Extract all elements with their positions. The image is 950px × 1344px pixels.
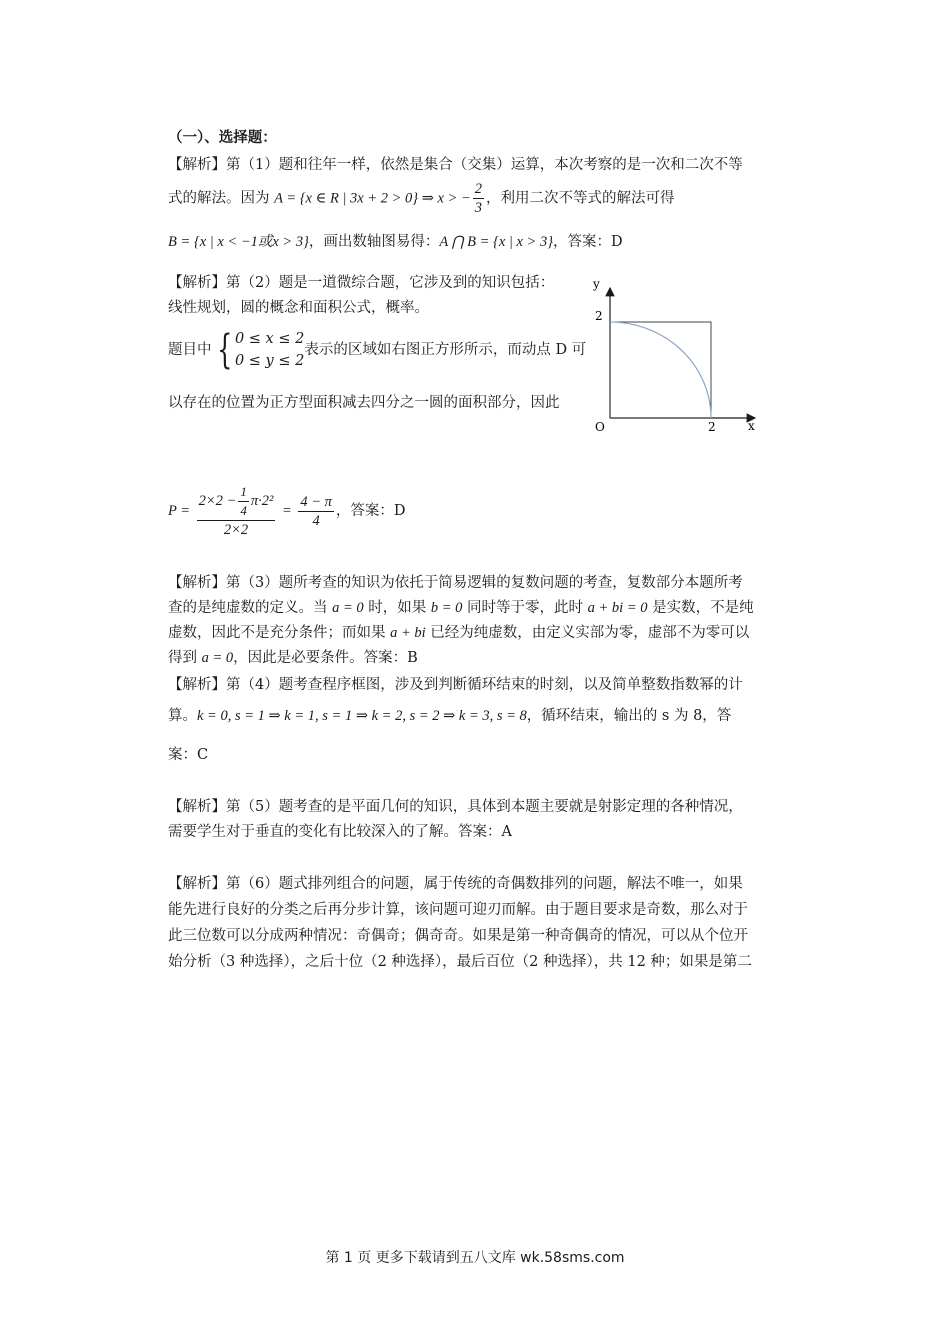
q2-inequality-system [212, 328, 305, 372]
origin-label: O [595, 420, 605, 434]
q1-fraction [473, 180, 484, 217]
q3-line-3 [168, 623, 749, 643]
q6-line-4: 始分析（3 种选择），之后十位（2 种选择），最后百位（2 种选择），共 12 种；如果是第二 [168, 954, 752, 970]
q1-frac-den: 3 [474, 200, 483, 216]
prob-denominator: 2×2 [223, 522, 249, 538]
square-quarter-circle-diagram [585, 278, 765, 438]
quarter-circle-arc [610, 322, 711, 418]
q1-line-2 [168, 180, 675, 217]
q1-frac-num: 2 [474, 181, 483, 197]
q5-line-1: 【解析】第（5）题考查的是平面几何的知识，具体到本题主要就是射影定理的各种情况， [168, 799, 743, 815]
q1-line-3 [168, 232, 623, 252]
q1-text-b: ，利用二次不等式的解法可得 [486, 190, 675, 207]
q6-line-3: 此三位数可以分成两种情况：奇偶奇；偶奇奇。如果是第一种奇偶奇的情况，可以从个位开 [168, 928, 748, 944]
q2-ineq-2: 0 ≤ y ≤ 2 [234, 353, 305, 369]
q5-line-2: 需要学生对于垂直的变化有比较深入的了解。答案：A [168, 824, 512, 840]
q2-text: 题目中 [168, 342, 212, 358]
q3-text-c: 同时等于零，此时 [462, 600, 588, 616]
q1-answer: ，答案：D [553, 234, 623, 250]
q1-text-c: ，画出数轴图易得： [308, 234, 440, 250]
q2-line-4: 以存在的位置为正方型面积减去四分之一圆的面积部分，因此 [168, 395, 560, 411]
q2-probability-formula [168, 483, 406, 539]
q2-line-3 [168, 328, 586, 372]
q2-line-1: 【解析】第（2）题是一道微综合题，它涉及到的知识包括： [168, 275, 555, 291]
q3-math-5: a = 0 [201, 650, 234, 666]
square-region [610, 322, 711, 418]
q6-line-2: 能先进行良好的分类之后再分步计算，该问题可迎刃而解。由于题目要求是奇数，那么对于 [168, 902, 748, 918]
section-title: （一）、选择题： [168, 129, 277, 146]
prob-num-a: 2×2 − [198, 492, 237, 509]
q4-loop-trace: k = 0, s = 1 ⇒ k = 1, s = 1 ⇒ k = 2, s = 2 ⇒ k = 3, s = 8 [197, 708, 527, 724]
prob-num-b: π·2² [250, 492, 274, 509]
x-tick-label: 2 [708, 420, 716, 434]
q2-answer: ，答案：D [335, 503, 406, 519]
q3-math-2: b = 0 [430, 600, 463, 616]
q3-text-d: 是实数，不是纯 [647, 600, 754, 616]
q2-line-2: 线性规划，圆的概念和面积公式，概率。 [168, 300, 429, 316]
q3-text-b: 时，如果 [363, 600, 431, 616]
q1-text: 式的解法。因为 [168, 190, 275, 207]
prob-quarter [238, 483, 249, 520]
prob-main-fraction [197, 483, 276, 539]
prob-lhs: P = [168, 503, 191, 519]
q3-line-4 [168, 648, 418, 668]
q3-text-e: 虚数，因此不是充分条件；而如果 [168, 625, 391, 641]
q3-text-a: 查的是纯虚数的定义。当 [168, 600, 333, 616]
x-axis-label: x [748, 419, 755, 433]
q3-answer: ，因此是必要条件。答案：B [233, 650, 418, 666]
q3-math-4: a + bi [390, 625, 426, 641]
q2-text-b: 表示的区域如右图正方形所示，而动点 D 可 [304, 342, 587, 358]
brace-symbol: { [216, 327, 232, 373]
page-footer: 第 1 页 更多下载请到五八文库 wk.58sms.com [325, 1250, 625, 1266]
prob-equals: = [281, 503, 292, 519]
prob-numerator [197, 483, 276, 521]
q4-line-1: 【解析】第（4）题考查程序框图，涉及到判断循环结束的时刻，以及简单整数指数幂的计 [168, 677, 743, 693]
q4-text-b: ，循环结束，输出的 s 为 8，答 [526, 708, 732, 724]
q3-text-f: 已经为纯虚数，由定义实部为零，虚部不为零可以 [425, 625, 750, 641]
q1-set-b: B = {x | x < −1或x > 3} [168, 234, 309, 250]
q2-ineq-1: 0 ≤ x ≤ 2 [234, 331, 305, 347]
q1-intersection: A ⋂ B = {x | x > 3} [439, 234, 554, 250]
q6-line-1: 【解析】第（6）题式排列组合的问题，属于传统的奇偶数排列的问题，解法不唯一，如果 [168, 876, 743, 892]
quarter-den: 4 [240, 503, 247, 518]
result-num: 4 − π [300, 493, 332, 510]
q4-text-a: 算。 [168, 708, 197, 724]
result-den: 4 [312, 512, 320, 529]
q3-math-3: a + bi = 0 [587, 600, 648, 616]
q3-math-1: a = 0 [332, 600, 364, 616]
q1-line-1: 【解析】第（1）题和往年一样，依然是集合（交集）运算，本次考察的是一次和二次不等 [168, 157, 743, 173]
quarter-num: 1 [238, 483, 249, 502]
y-axis-label: y [593, 278, 600, 291]
y-tick-label: 2 [595, 309, 603, 323]
q3-text-g: 得到 [168, 650, 202, 666]
prob-result-fraction [298, 493, 334, 530]
q3-line-2 [168, 598, 754, 618]
q4-line-3: 案：C [168, 747, 209, 763]
q1-set-a: A = {x ∈ R | 3x + 2 > 0} ⇒ x > − [274, 190, 471, 207]
q4-line-2 [168, 706, 731, 726]
q3-line-1: 【解析】第（3）题所考查的知识为依托于简易逻辑的复数问题的考查，复数部分本题所考 [168, 575, 743, 591]
